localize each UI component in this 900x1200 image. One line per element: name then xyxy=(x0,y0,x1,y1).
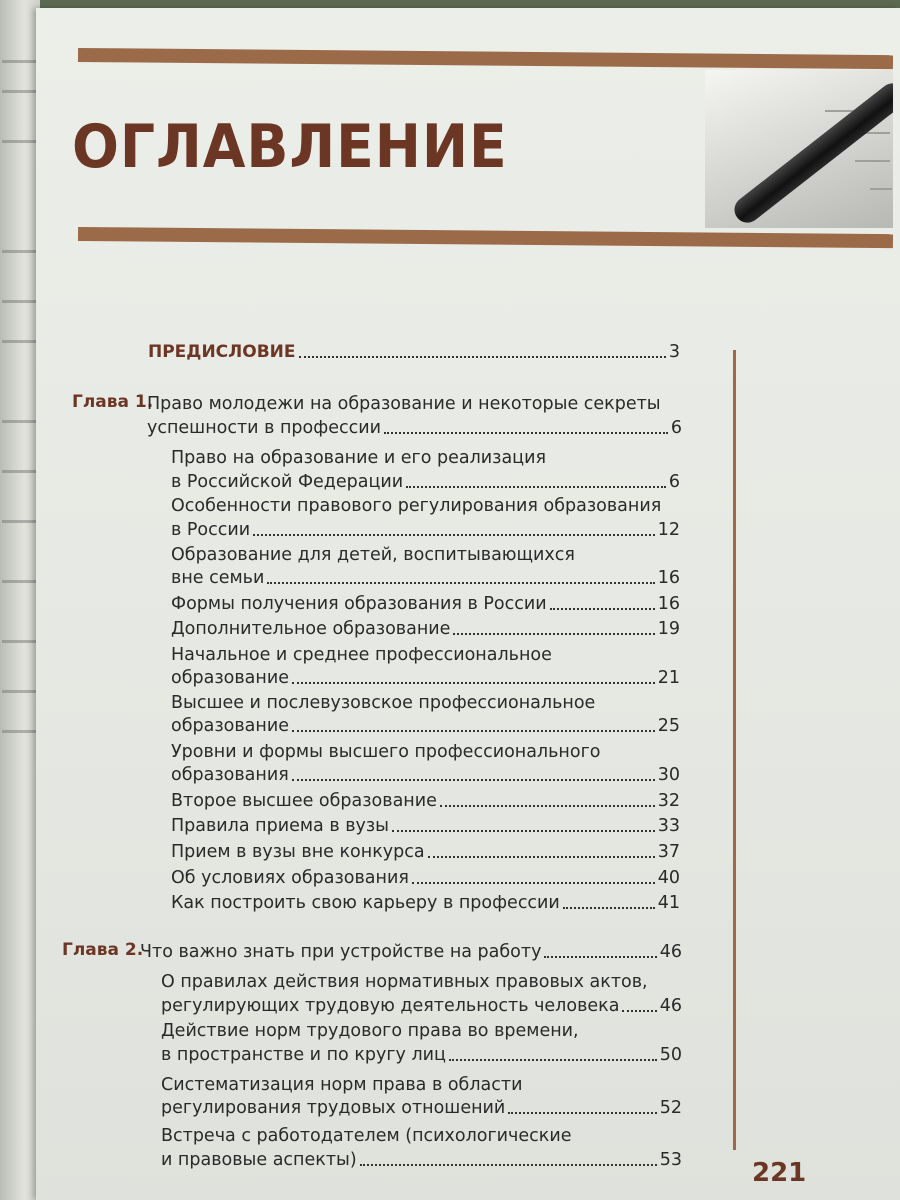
toc-item-line1: О правилах действия нормативных правовых актов, xyxy=(161,972,648,992)
toc-item-line2: и правовые аспекты) xyxy=(161,1150,357,1170)
toc-item-line1: Систематизация норм права в области xyxy=(161,1075,523,1095)
toc-item xyxy=(171,566,680,590)
toc-item-line2: вне семьи xyxy=(171,568,265,588)
toc-item-line1: Действие норм трудового права во времени, xyxy=(161,1021,579,1041)
toc-item-line1: Уровни и формы высшего профессионального xyxy=(171,742,601,762)
leader-dots xyxy=(449,1059,657,1061)
leader-dots xyxy=(299,356,666,358)
leader-dots xyxy=(412,882,655,884)
toc-item-page: 46 xyxy=(659,996,682,1016)
leader-dots xyxy=(267,582,654,584)
toc-item-page: 25 xyxy=(657,716,680,736)
page-number: 221 xyxy=(752,1158,807,1188)
toc-chapter-1 xyxy=(147,416,682,440)
chapter-2-title: Что важно знать при устройстве на работу xyxy=(140,942,542,962)
toc-item-line2: регулирования трудовых отношений xyxy=(161,1098,506,1118)
chapter-1-title-line1: Право молодежи на образование и некоторые секреты xyxy=(147,394,661,414)
toc-item-title: Об условиях образования xyxy=(171,868,409,888)
toc-item-page: 40 xyxy=(657,868,680,888)
toc-preface-page: 3 xyxy=(668,342,680,362)
toc-item xyxy=(171,617,680,641)
toc-item-line2: образование xyxy=(171,668,289,688)
chapter-1-title-line2: успешности в профессии xyxy=(147,418,381,438)
toc-item-line2: в пространстве и по кругу лиц xyxy=(161,1045,446,1065)
toc-item-title: Дополнительное образование xyxy=(171,619,451,639)
leader-dots xyxy=(440,805,655,807)
toc-item xyxy=(171,763,680,787)
page-title: ОГЛАВЛЕНИЕ xyxy=(72,112,508,182)
leader-dots xyxy=(253,534,655,536)
leader-dots xyxy=(392,830,655,832)
chapter-2-page: 46 xyxy=(659,942,682,962)
toc-item xyxy=(171,866,680,890)
leader-dots xyxy=(550,608,655,610)
leader-dots xyxy=(563,907,655,909)
leader-dots xyxy=(384,432,668,434)
toc-item xyxy=(161,994,682,1018)
toc-item-line1: Встреча с работодателем (психологические xyxy=(161,1126,572,1146)
toc-item-line1: Начальное и среднее профессиональное xyxy=(171,645,552,665)
toc-chapter-2 xyxy=(140,940,682,964)
toc-item-page: 16 xyxy=(657,594,680,614)
toc-item-page: 30 xyxy=(657,765,680,785)
leader-dots xyxy=(453,633,654,635)
toc-item-page: 33 xyxy=(657,816,680,836)
toc-item-line2: регулирующих трудовую деятельность человека xyxy=(161,996,620,1016)
toc-item xyxy=(171,470,680,494)
toc-item-page: 37 xyxy=(657,842,680,862)
toc-preface-label: ПРЕДИСЛОВИЕ xyxy=(148,342,296,362)
toc-item-line2: образования xyxy=(171,765,289,785)
leader-dots xyxy=(544,956,656,958)
toc-item-line2: в Российской Федерации xyxy=(171,472,404,492)
toc-item xyxy=(171,840,680,864)
toc-item-page: 52 xyxy=(659,1098,682,1118)
toc-item-page: 41 xyxy=(657,893,680,913)
toc-item xyxy=(171,789,680,813)
leader-dots xyxy=(292,779,655,781)
toc-item-page: 19 xyxy=(657,619,680,639)
toc-item-title: Правила приема в вузы xyxy=(171,816,389,836)
toc-item xyxy=(171,891,680,915)
toc-item-title: Как построить свою карьеру в профессии xyxy=(171,893,560,913)
toc-item-line1: Право на образование и его реализация xyxy=(171,448,546,468)
leader-dots xyxy=(360,1164,657,1166)
toc-item-page: 50 xyxy=(659,1045,682,1065)
leader-dots xyxy=(292,730,655,732)
toc-item xyxy=(161,1043,682,1067)
toc-item-page: 6 xyxy=(668,472,680,492)
chapter-1-page: 6 xyxy=(670,418,682,438)
toc-item-line1: Образование для детей, воспитывающихся xyxy=(171,545,575,565)
toc-item xyxy=(171,666,680,690)
toc-item-line1: Высшее и послевузовское профессиональное xyxy=(171,693,596,713)
toc-item xyxy=(171,714,680,738)
toc-item-line2: образование xyxy=(171,716,289,736)
toc-item xyxy=(161,1148,682,1172)
toc-item xyxy=(171,814,680,838)
leader-dots xyxy=(292,682,655,684)
toc-item-page: 53 xyxy=(659,1150,682,1170)
leader-dots xyxy=(428,856,655,858)
leader-dots xyxy=(622,1010,656,1012)
toc-item-page: 12 xyxy=(657,520,680,540)
toc-item xyxy=(171,592,680,616)
toc-item xyxy=(161,1096,682,1120)
toc-item-title: Формы получения образования в России xyxy=(171,594,547,614)
toc-item-page: 32 xyxy=(657,791,680,811)
chapter-1-label: Глава 1. xyxy=(72,392,154,412)
toc-item-title: Второе высшее образование xyxy=(171,791,437,811)
toc-item-line2: в России xyxy=(171,520,251,540)
toc-item-page: 21 xyxy=(657,668,680,688)
toc-item xyxy=(171,518,680,542)
chapter-2-label: Глава 2. xyxy=(62,940,144,960)
toc-item-title: Прием в вузы вне конкурса xyxy=(171,842,425,862)
toc-item-page: 16 xyxy=(657,568,680,588)
toc-preface xyxy=(148,340,680,364)
leader-dots xyxy=(508,1112,656,1114)
leader-dots xyxy=(406,486,666,488)
toc-item-line1: Особенности правового регулирования образования xyxy=(171,496,662,516)
